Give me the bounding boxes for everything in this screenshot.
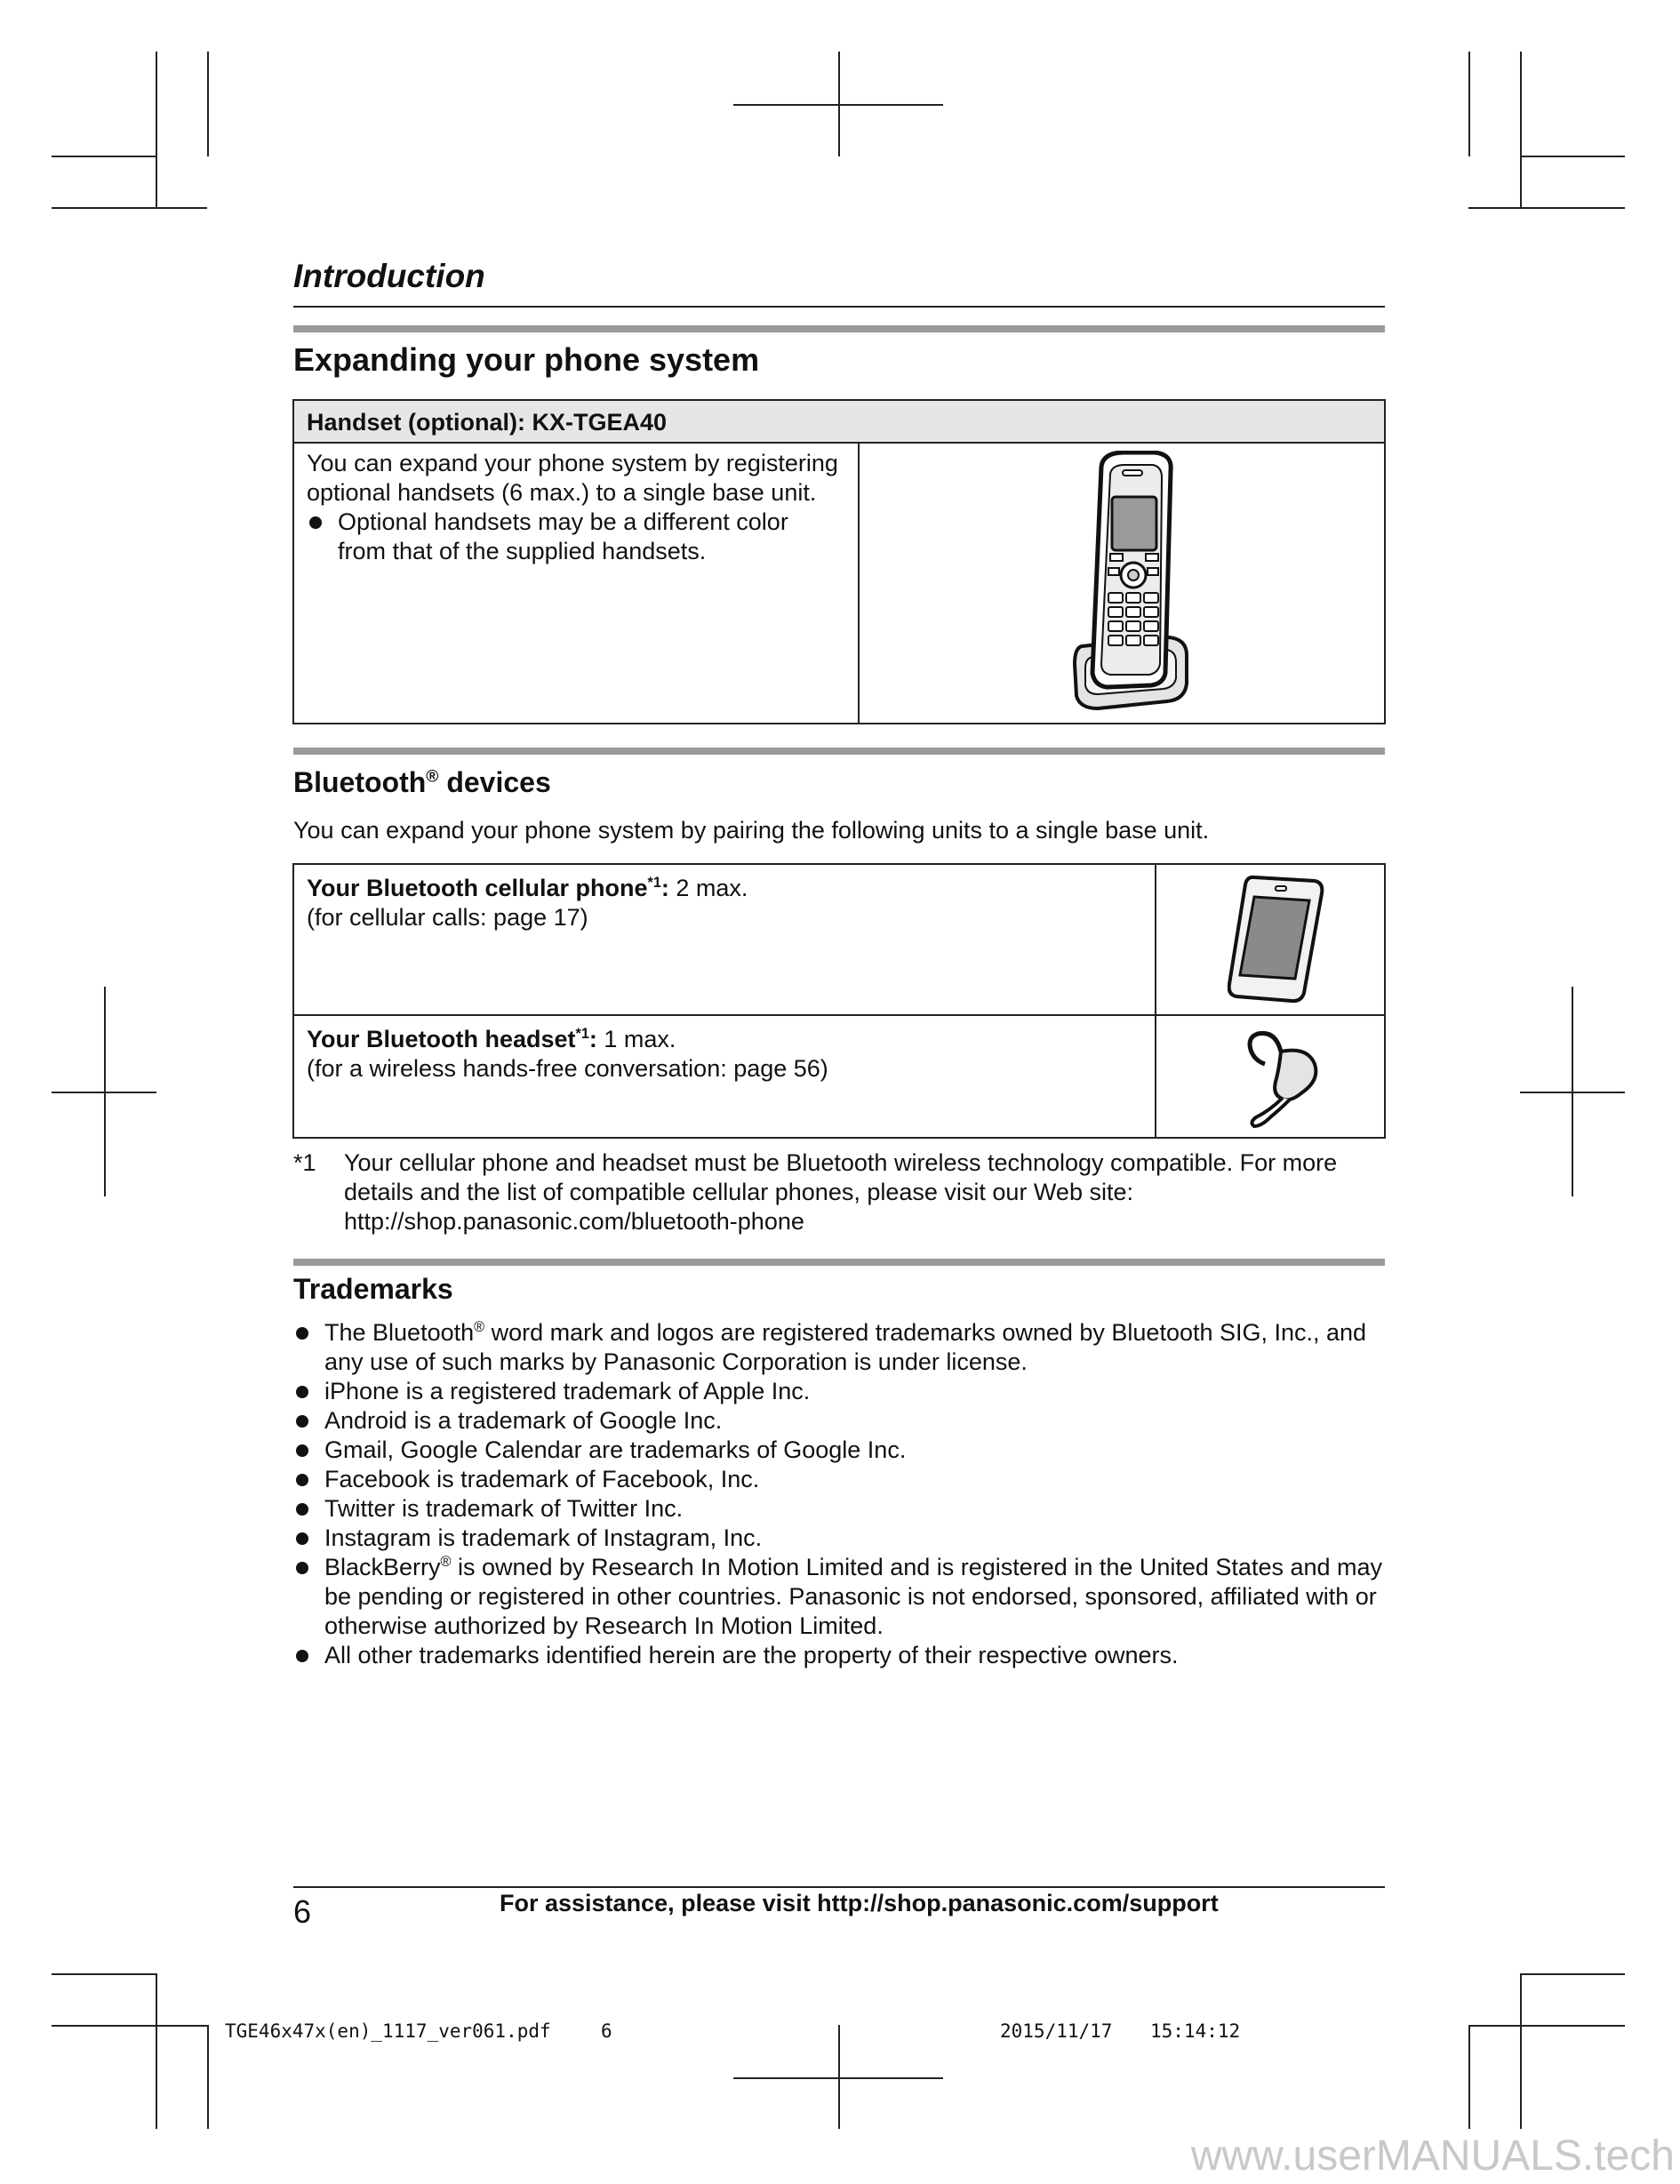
print-date: 2015/11/17 [1000,2020,1113,2042]
print-page: 6 [601,2020,612,2042]
watermark: www.userMANUALS.tech [1190,2132,1675,2180]
headset-icon [1245,1025,1320,1128]
handset-description-cell [293,443,859,724]
bullet-icon [296,1503,308,1516]
bullet-icon [296,1327,308,1340]
footnote-url[interactable]: http://shop.panasonic.com/bluetooth-phone [344,1208,804,1235]
footnote-mark: *1 [293,1149,316,1176]
handset-description: You can expand your phone system by registering optional handsets (6 max.) to a single base unit. [307,450,838,506]
trademarks-list [293,1318,1396,1670]
list-item: Gmail, Google Calendar are trademarks of Google Inc. [293,1436,1396,1465]
handset-table-header: Handset (optional): KX-TGEA40 [293,400,1385,443]
list-item: All other trademarks identified herein are the property of their respective owners. [293,1641,1396,1670]
section-label: Introduction [293,258,485,294]
bluetooth-intro: You can expand your phone system by pairing the following units to a single base unit. [293,817,1210,844]
bt-headset-image-cell [1156,1015,1385,1138]
bullet-icon [296,1474,308,1486]
section-divider [293,325,1385,332]
header-rule [293,306,1385,308]
list-item: The Bluetooth® word mark and logos are registered trademarks owned by Bluetooth SIG, Inc., and any use of such marks by Panasonic Corporation is under license. [293,1318,1396,1377]
trademarks-title: Trademarks [293,1273,453,1305]
footer-rule [293,1886,1385,1888]
bullet-icon [296,1415,308,1428]
bullet-icon [296,1650,308,1662]
print-time: 15:14:12 [1150,2020,1241,2042]
bullet-icon [309,516,322,529]
assistance-text: For assistance, please visit http://shop.panasonic.com/support [500,1890,1219,1916]
bt-phone-image-cell [1156,864,1385,1015]
footnote-text: Your cellular phone and headset must be Bluetooth wireless technology compatible. For more details and the list of compatible cellular phones, please visit our Web site: [344,1149,1338,1205]
print-filename: TGE46x47x(en)_1117_ver061.pdf [225,2020,551,2042]
handset-image-cell [859,443,1385,724]
list-item: Facebook is trademark of Facebook, Inc. [293,1465,1396,1494]
bullet-icon [296,1444,308,1457]
bullet-icon [296,1532,308,1545]
cordless-handset-icon [1062,451,1204,714]
bluetooth-title: Bluetooth® devices [293,766,551,798]
list-item: iPhone is a registered trademark of Apple Inc. [293,1377,1396,1406]
bullet-icon [296,1386,308,1398]
smartphone-icon [1228,874,1325,1004]
page-number: 6 [293,1893,312,1930]
bt-phone-cell: Your Bluetooth cellular phone$^{*1}$: 2 max. (for cellular calls: page 17) [293,864,1156,1015]
list-item: Twitter is trademark of Twitter Inc. [293,1494,1396,1524]
list-item: Android is a trademark of Google Inc. [293,1406,1396,1436]
bullet-icon [296,1562,308,1574]
bluetooth-table [292,863,1386,1139]
list-item: Instagram is trademark of Instagram, Inc. [293,1524,1396,1553]
handset-table [292,399,1386,724]
page-title: Expanding your phone system [293,341,760,378]
section-divider [293,1259,1385,1266]
bt-headset-cell: Your Bluetooth headset$^{*1}$: 1 max. (for a wireless hands-free conversation: page 56) [293,1015,1156,1138]
handset-bullet: Optional handsets may be a different color from that of the supplied handsets. [307,508,840,566]
section-divider [293,748,1385,755]
list-item: BlackBerry® is owned by Research In Motion Limited and is registered in the United States and may be pending or registered in other countries. Panasonic is not endorsed, sponsored, affiliated with or otherwise authorized by Research In Motion Limited. [293,1553,1396,1641]
